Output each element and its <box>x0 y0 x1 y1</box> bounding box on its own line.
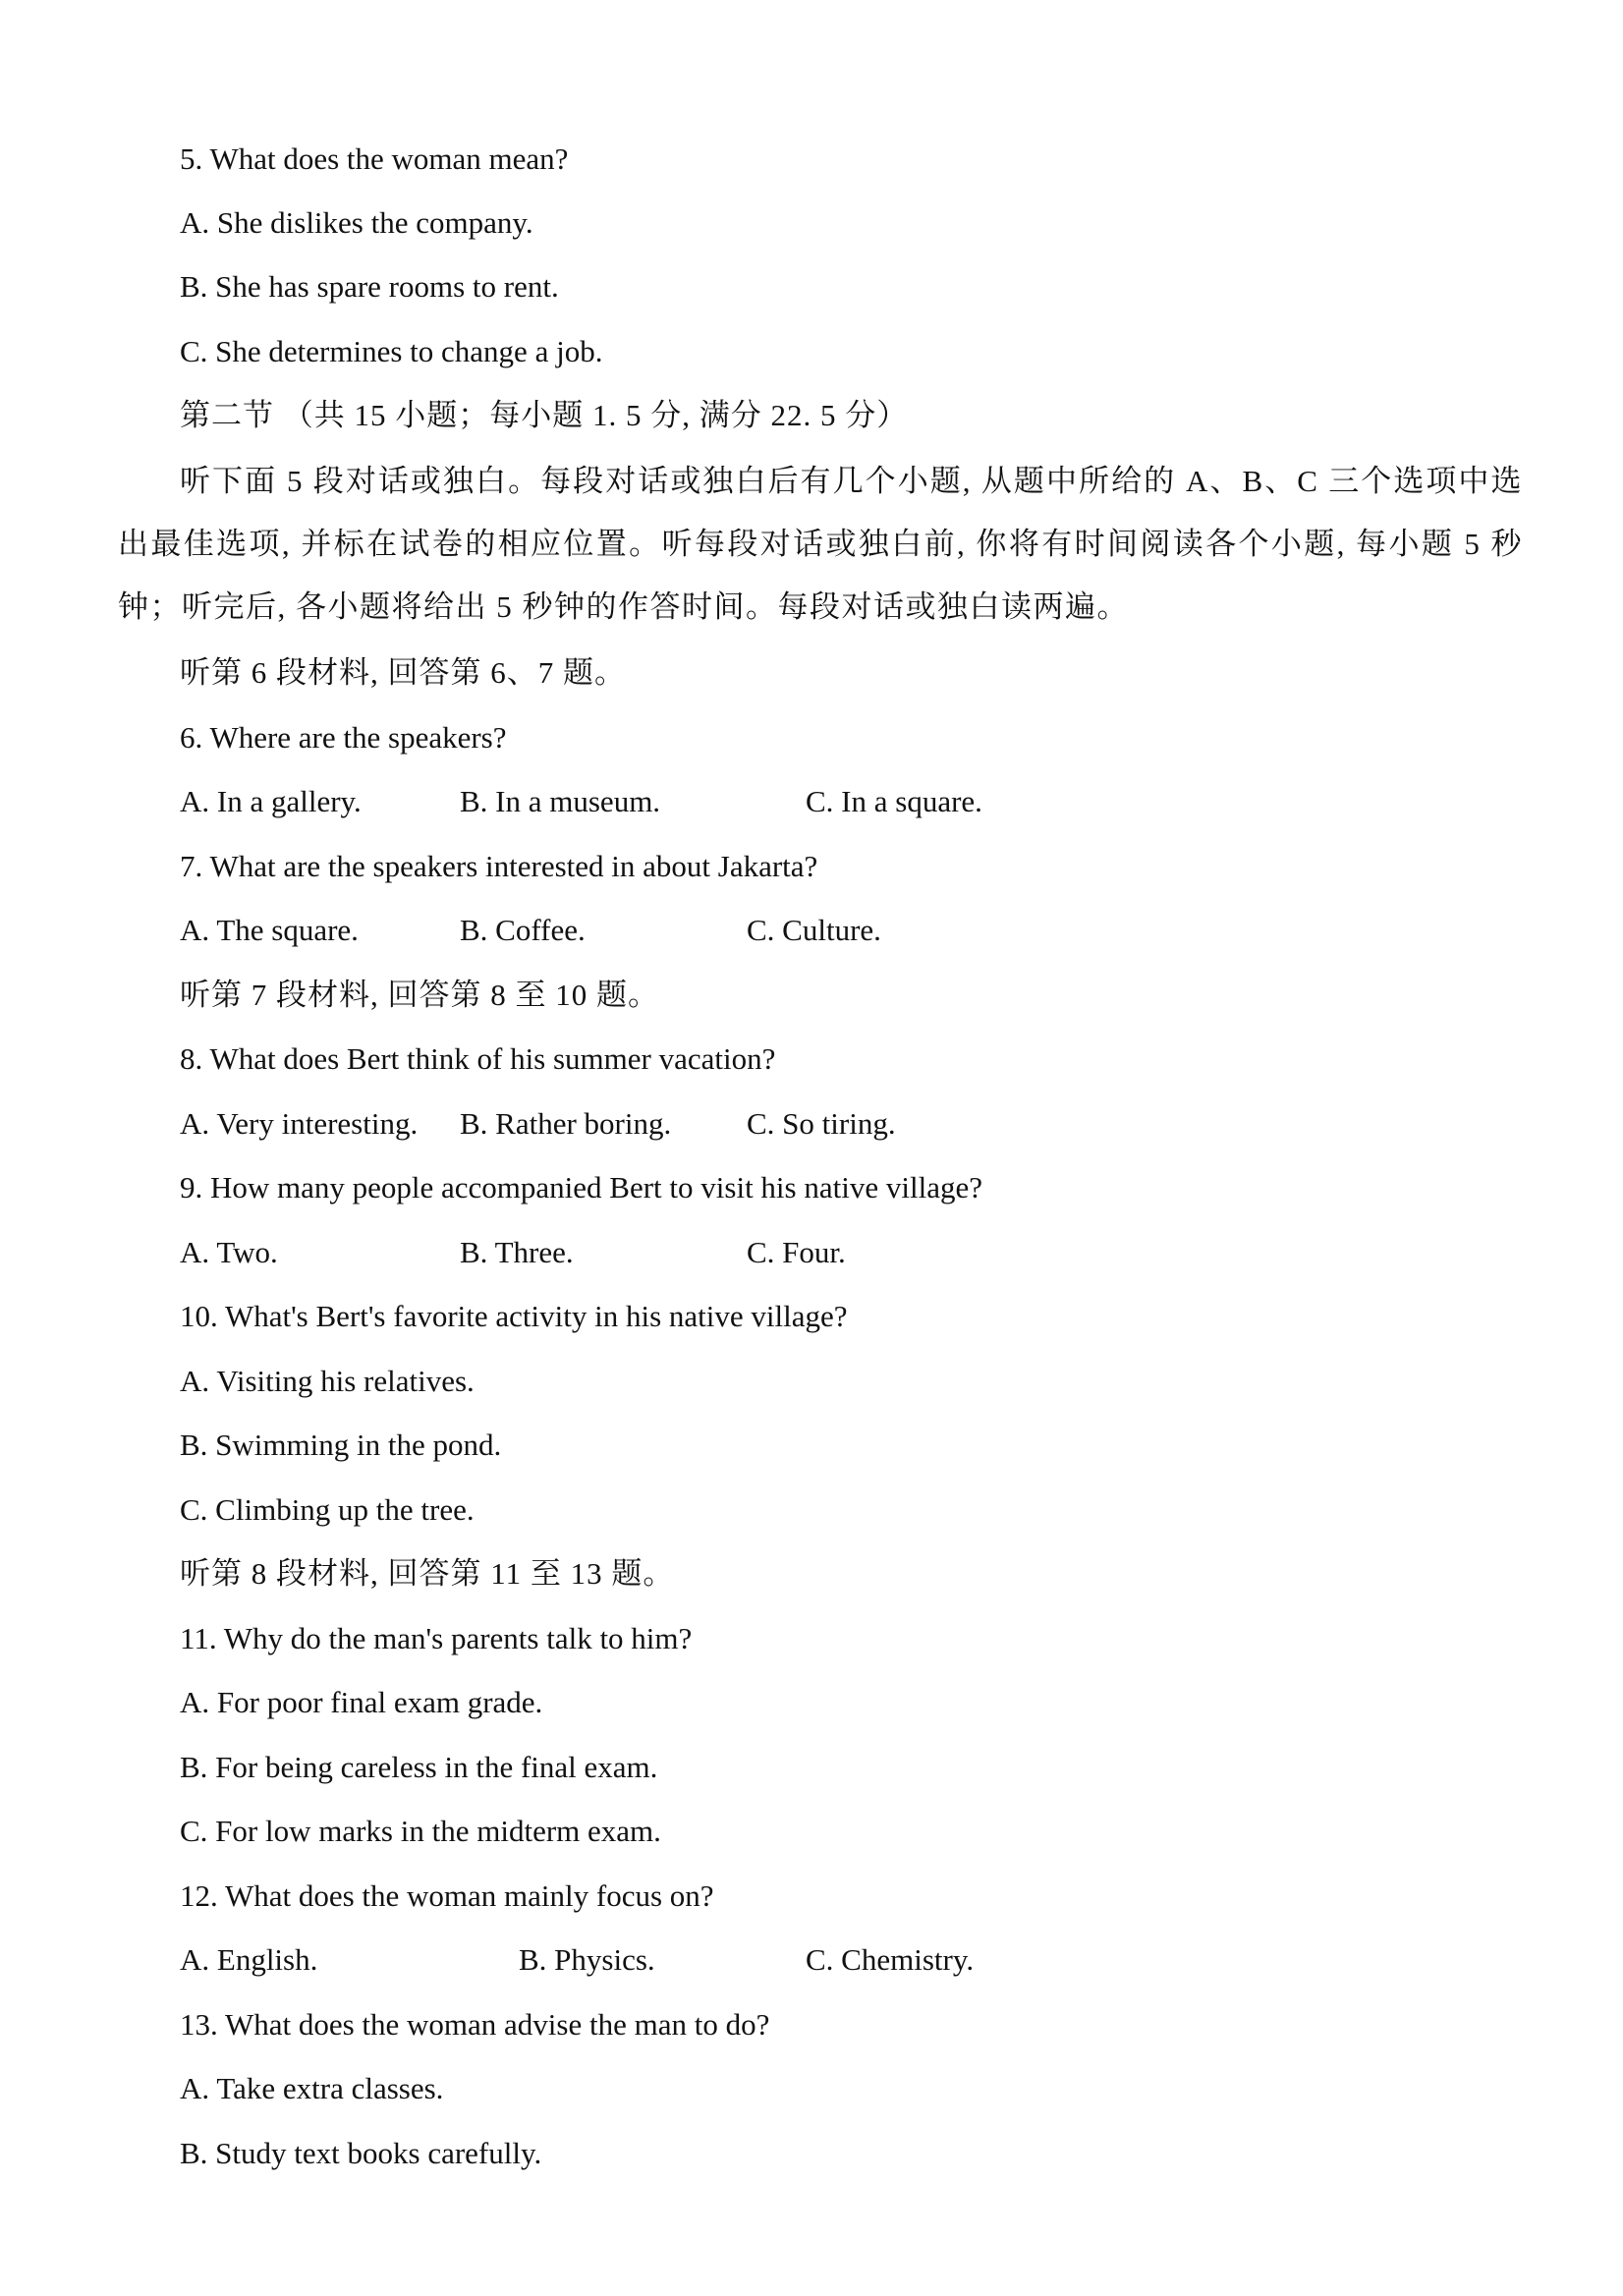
q7-option-a: A. The square. <box>180 913 359 947</box>
question-6: 6. Where are the speakers? <box>180 720 507 755</box>
q13-option-b: B. Study text books carefully. <box>180 2136 542 2170</box>
q11-option-a: A. For poor final exam grade. <box>180 1685 543 1719</box>
q7-option-c: C. Culture. <box>747 913 881 947</box>
q10-option-b: B. Swimming in the pond. <box>180 1428 502 1462</box>
q10-option-a: A. Visiting his relatives. <box>180 1364 475 1398</box>
question-7: 7. What are the speakers interested in about Jakarta? <box>180 849 818 883</box>
q6-option-c: C. In a square. <box>806 784 982 818</box>
q13-option-a: A. Take extra classes. <box>180 2071 444 2105</box>
question-12: 12. What does the woman mainly focus on? <box>180 1878 714 1913</box>
question-8: 8. What does Bert think of his summer vacation? <box>180 1041 776 1076</box>
question-5: 5. What does the woman mean? <box>180 141 569 176</box>
q5-option-b: B. She has spare rooms to rent. <box>180 269 559 304</box>
q12-option-a: A. English. <box>180 1942 318 1977</box>
question-9: 9. How many people accompanied Bert to visit his native village? <box>180 1170 982 1204</box>
passage-8-heading: 听第 8 段材料, 回答第 11 至 13 题。 <box>180 1556 675 1591</box>
q8-option-c: C. So tiring. <box>747 1106 896 1141</box>
q6-option-b: B. In a museum. <box>460 784 661 818</box>
q8-option-b: B. Rather boring. <box>460 1106 672 1141</box>
section-2-heading: 第二节 （共 15 小题；每小题 1. 5 分, 满分 22. 5 分） <box>180 398 909 432</box>
passage-7-heading: 听第 7 段材料, 回答第 8 至 10 题。 <box>180 978 659 1012</box>
q6-option-a: A. In a gallery. <box>180 784 362 818</box>
q12-option-c: C. Chemistry. <box>806 1942 975 1977</box>
section-2-instructions: 听下面 5 段对话或独白。每段对话或独白后有几个小题, 从题中所给的 A、B、C 三个选项中选出最佳选项, 并标在试卷的相应位置。听每段对话或独白前, 你将有时间阅读各个小题, 每小题 5 秒钟；听完后, 各小题将给出 5 秒钟的作答时间。每段对话或独白读两遍。 <box>118 464 1523 624</box>
q11-option-c: C. For low marks in the midterm exam. <box>180 1814 661 1848</box>
q9-option-b: B. Three. <box>460 1235 574 1269</box>
q7-option-b: B. Coffee. <box>460 913 586 947</box>
q12-option-b: B. Physics. <box>519 1942 655 1977</box>
q5-option-c: C. She determines to change a job. <box>180 334 603 368</box>
q9-option-c: C. Four. <box>747 1235 846 1269</box>
q5-option-a: A. She dislikes the company. <box>180 205 533 240</box>
q11-option-b: B. For being careless in the final exam. <box>180 1750 658 1784</box>
question-13: 13. What does the woman advise the man to do? <box>180 2007 770 2042</box>
question-10: 10. What's Bert's favorite activity in his native village? <box>180 1299 848 1333</box>
passage-6-heading: 听第 6 段材料, 回答第 6、7 题。 <box>180 655 626 690</box>
question-11: 11. Why do the man's parents talk to him? <box>180 1621 693 1655</box>
q8-option-a: A. Very interesting. <box>180 1106 419 1141</box>
q9-option-a: A. Two. <box>180 1235 278 1269</box>
q10-option-c: C. Climbing up the tree. <box>180 1492 475 1527</box>
